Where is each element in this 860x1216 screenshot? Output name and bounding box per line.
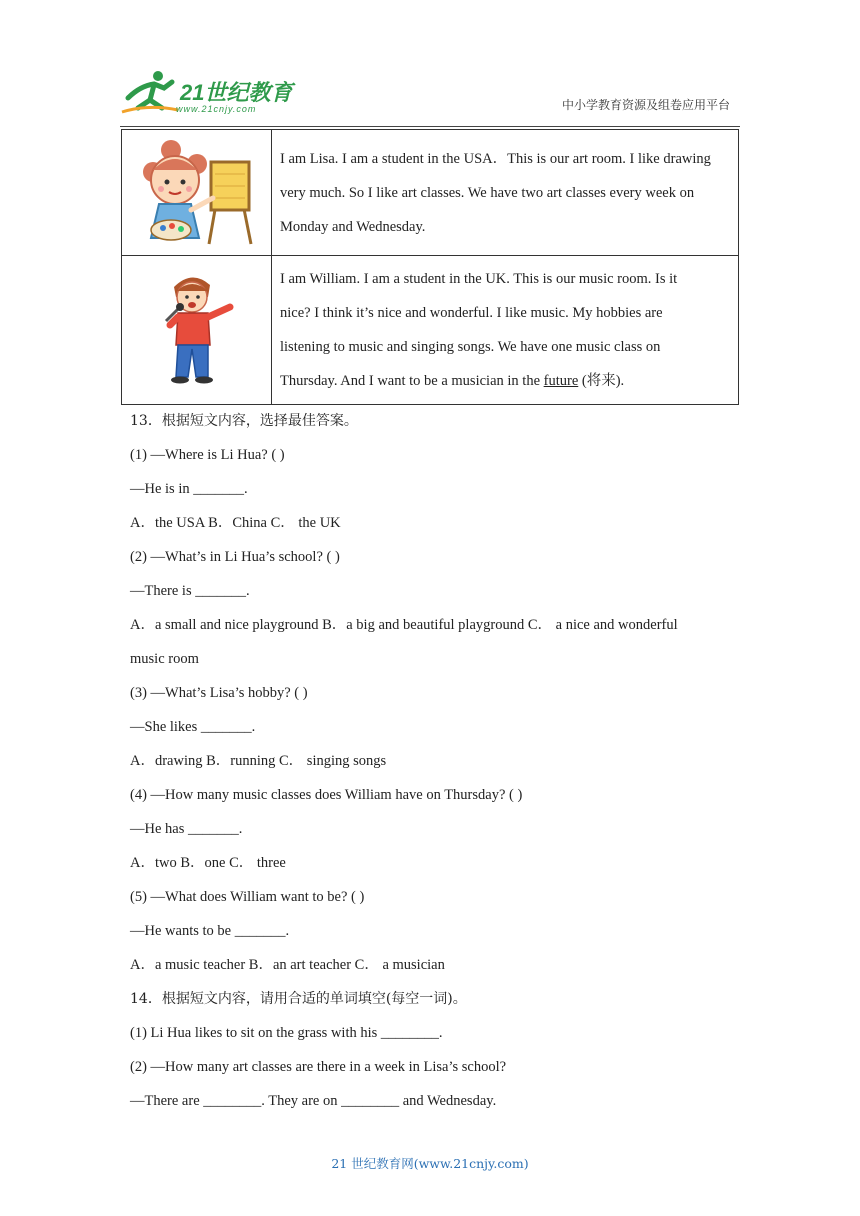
question-line: —He wants to be _______. <box>130 923 290 939</box>
answer-options: A．the USA B．China C． the UK <box>130 515 341 531</box>
question-line: (1) —Where is Li Hua? ( ) <box>130 447 285 463</box>
lisa-passage <box>272 130 739 256</box>
passage-text: Thursday. And I want to be a musician in the <box>280 373 544 389</box>
runner-logo-icon <box>120 68 180 118</box>
question-line: (2) —What’s in Li Hua’s school? ( ) <box>130 549 340 565</box>
question-line: (4) —How many music classes does William have on Thursday? ( ) <box>130 787 523 803</box>
question-line: (3) —What’s Lisa’s hobby? ( ) <box>130 685 308 701</box>
answer-options: A．a small and nice playground B．a big and beautiful playground C． a nice and wonderful <box>130 617 678 633</box>
girl-painting-icon <box>131 134 263 246</box>
fill-blank-line: (2) —How many art classes are there in a week in Lisa’s school? <box>130 1059 507 1075</box>
logo-text: 21世纪教育 <box>180 80 293 105</box>
logo-url: www.21cnjy.com <box>176 104 257 114</box>
question-line: —He has _______. <box>130 821 243 837</box>
table-row <box>122 256 739 405</box>
picture-cell <box>122 130 272 256</box>
passage-line: very much. So I like art classes. We have two art classes every week on <box>280 184 695 201</box>
table-row <box>122 130 739 256</box>
passage-line: nice? I think it’s nice and wonderful. I like music. My hobbies are <box>280 305 663 321</box>
passage-line: I am Lisa. I am a student in the USA．This is our art room. I like drawing <box>280 150 711 167</box>
site-logo <box>120 68 295 118</box>
passage-line: listening to music and singing songs. We have one music class on <box>280 339 661 355</box>
passage-line <box>280 364 730 398</box>
page-header <box>120 68 740 128</box>
picture-cell <box>122 256 272 405</box>
answer-options: A．two B．one C． three <box>130 855 286 871</box>
question-line: —He is in _______. <box>130 481 248 497</box>
header-platform-text: 中小学教育资源及组卷应用平台 <box>561 98 730 112</box>
answer-options: A．a music teacher B．an art teacher C． a musician <box>130 957 445 973</box>
question-heading: 14．根据短文内容，请用合适的单词填空(每空一词)。 <box>130 991 467 1007</box>
underlined-word: future <box>543 373 579 389</box>
header-divider <box>120 126 740 127</box>
passage-line: I am William. I am a student in the UK. This is our music room. Is it <box>280 271 678 287</box>
passage-line: Monday and Wednesday. <box>280 218 426 235</box>
boy-singing-icon <box>152 269 242 387</box>
william-passage <box>272 256 739 405</box>
question-line: (5) —What does William want to be? ( ) <box>130 889 365 905</box>
question-section <box>130 404 740 1118</box>
answer-options: A．drawing B．running C． singing songs <box>130 753 387 769</box>
reading-table <box>121 129 739 405</box>
question-heading: 13．根据短文内容，选择最佳答案。 <box>130 413 358 429</box>
question-line: —There is _______. <box>130 583 250 599</box>
passage-text: (将来). <box>578 373 625 389</box>
answer-options: music room <box>130 651 199 667</box>
fill-blank-line: —There are ________. They are on ________ and Wednesday. <box>130 1093 497 1109</box>
page-footer: 21 世纪教育网(www.21cnjy.com) <box>331 1156 529 1171</box>
question-line: —She likes _______. <box>130 719 256 735</box>
fill-blank-line: (1) Li Hua likes to sit on the grass with his ________. <box>130 1025 443 1041</box>
